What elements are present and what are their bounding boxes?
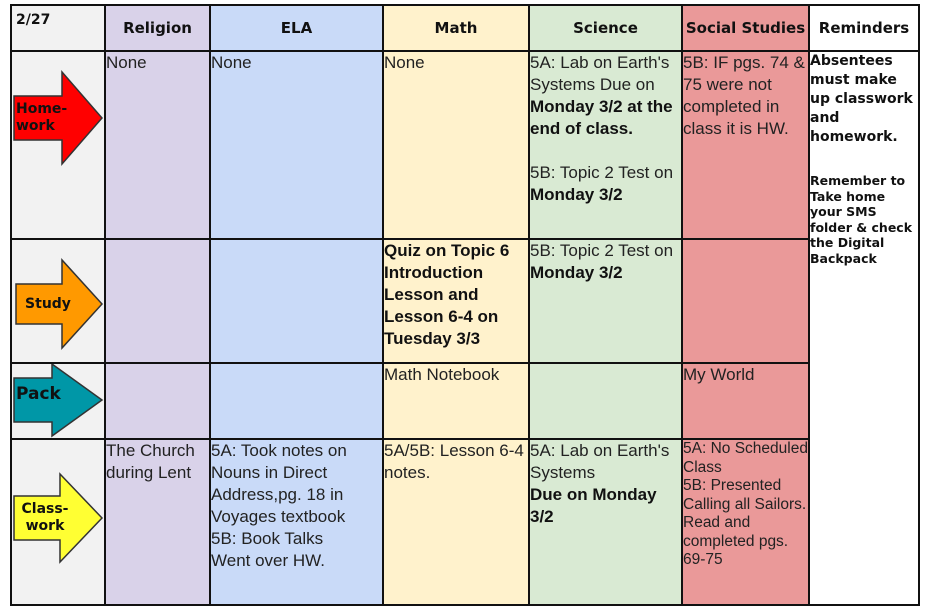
reminder-absentees: Absentees must make up classwork and homework.	[810, 53, 913, 145]
homework-arrow-icon	[12, 52, 104, 238]
date-header: 2/27	[11, 5, 105, 51]
header-row	[11, 5, 919, 51]
reminder-take-home: Remember to Take home your SMS folder & check the Digital Backpack	[810, 173, 913, 266]
social-studies-classwork: 5A: No Scheduled Class 5B: Presented Calling all Sailors. Read and completed pgs. 69-75	[682, 439, 809, 605]
math-homework: None	[383, 51, 529, 239]
classwork-label-cell	[11, 439, 105, 605]
math-header: Math	[383, 5, 529, 51]
math-pack: Math Notebook	[383, 363, 529, 439]
ela-header: ELA	[210, 5, 383, 51]
homework-label: Home- work	[16, 101, 68, 134]
ela-homework: None	[210, 51, 383, 239]
religion-pack	[105, 363, 210, 439]
study-label-cell	[11, 239, 105, 363]
science-pack	[529, 363, 682, 439]
study-label: Study	[25, 296, 71, 312]
ela-pack	[210, 363, 383, 439]
science-classwork: 5A: Lab on Earth's Systems Due on Monday 3/2	[529, 439, 682, 605]
science-study: 5B: Topic 2 Test on Monday 3/2	[529, 239, 682, 363]
study-row	[11, 239, 919, 363]
religion-classwork: The Church during Lent	[105, 439, 210, 605]
homework-board	[10, 4, 920, 606]
religion-header: Religion	[105, 5, 210, 51]
social-studies-study	[682, 239, 809, 363]
math-study: Quiz on Topic 6 Introduction Lesson and Lesson 6-4 on Tuesday 3/3	[383, 239, 529, 363]
ela-study	[210, 239, 383, 363]
pack-label-cell	[11, 363, 105, 439]
classwork-label: Class- work	[21, 501, 69, 534]
science-header: Science	[529, 5, 682, 51]
pack-label: Pack	[16, 384, 61, 404]
ela-classwork: 5A: Took notes on Nouns in Direct Address,pg. 18 in Voyages textbook 5B: Book Talks Went over HW.	[210, 439, 383, 605]
reminders-cell	[809, 51, 919, 605]
religion-homework: None	[105, 51, 210, 239]
math-classwork: 5A/5B: Lesson 6-4 notes.	[383, 439, 529, 605]
reminders-header: Reminders	[809, 5, 919, 51]
homework-label-cell	[11, 51, 105, 239]
social-studies-homework: 5B: IF pgs. 74 & 75 were not completed in class it is HW.	[682, 51, 809, 239]
religion-study	[105, 239, 210, 363]
pack-row	[11, 363, 919, 439]
social-studies-header: Social Studies	[682, 5, 809, 51]
science-homework: 5A: Lab on Earth's Systems Due on Monday 3/2 at the end of class. 5B: Topic 2 Test on Monday 3/2	[529, 51, 682, 239]
homework-row	[11, 51, 919, 239]
classwork-row	[11, 439, 919, 605]
social-studies-pack: My World	[682, 363, 809, 439]
